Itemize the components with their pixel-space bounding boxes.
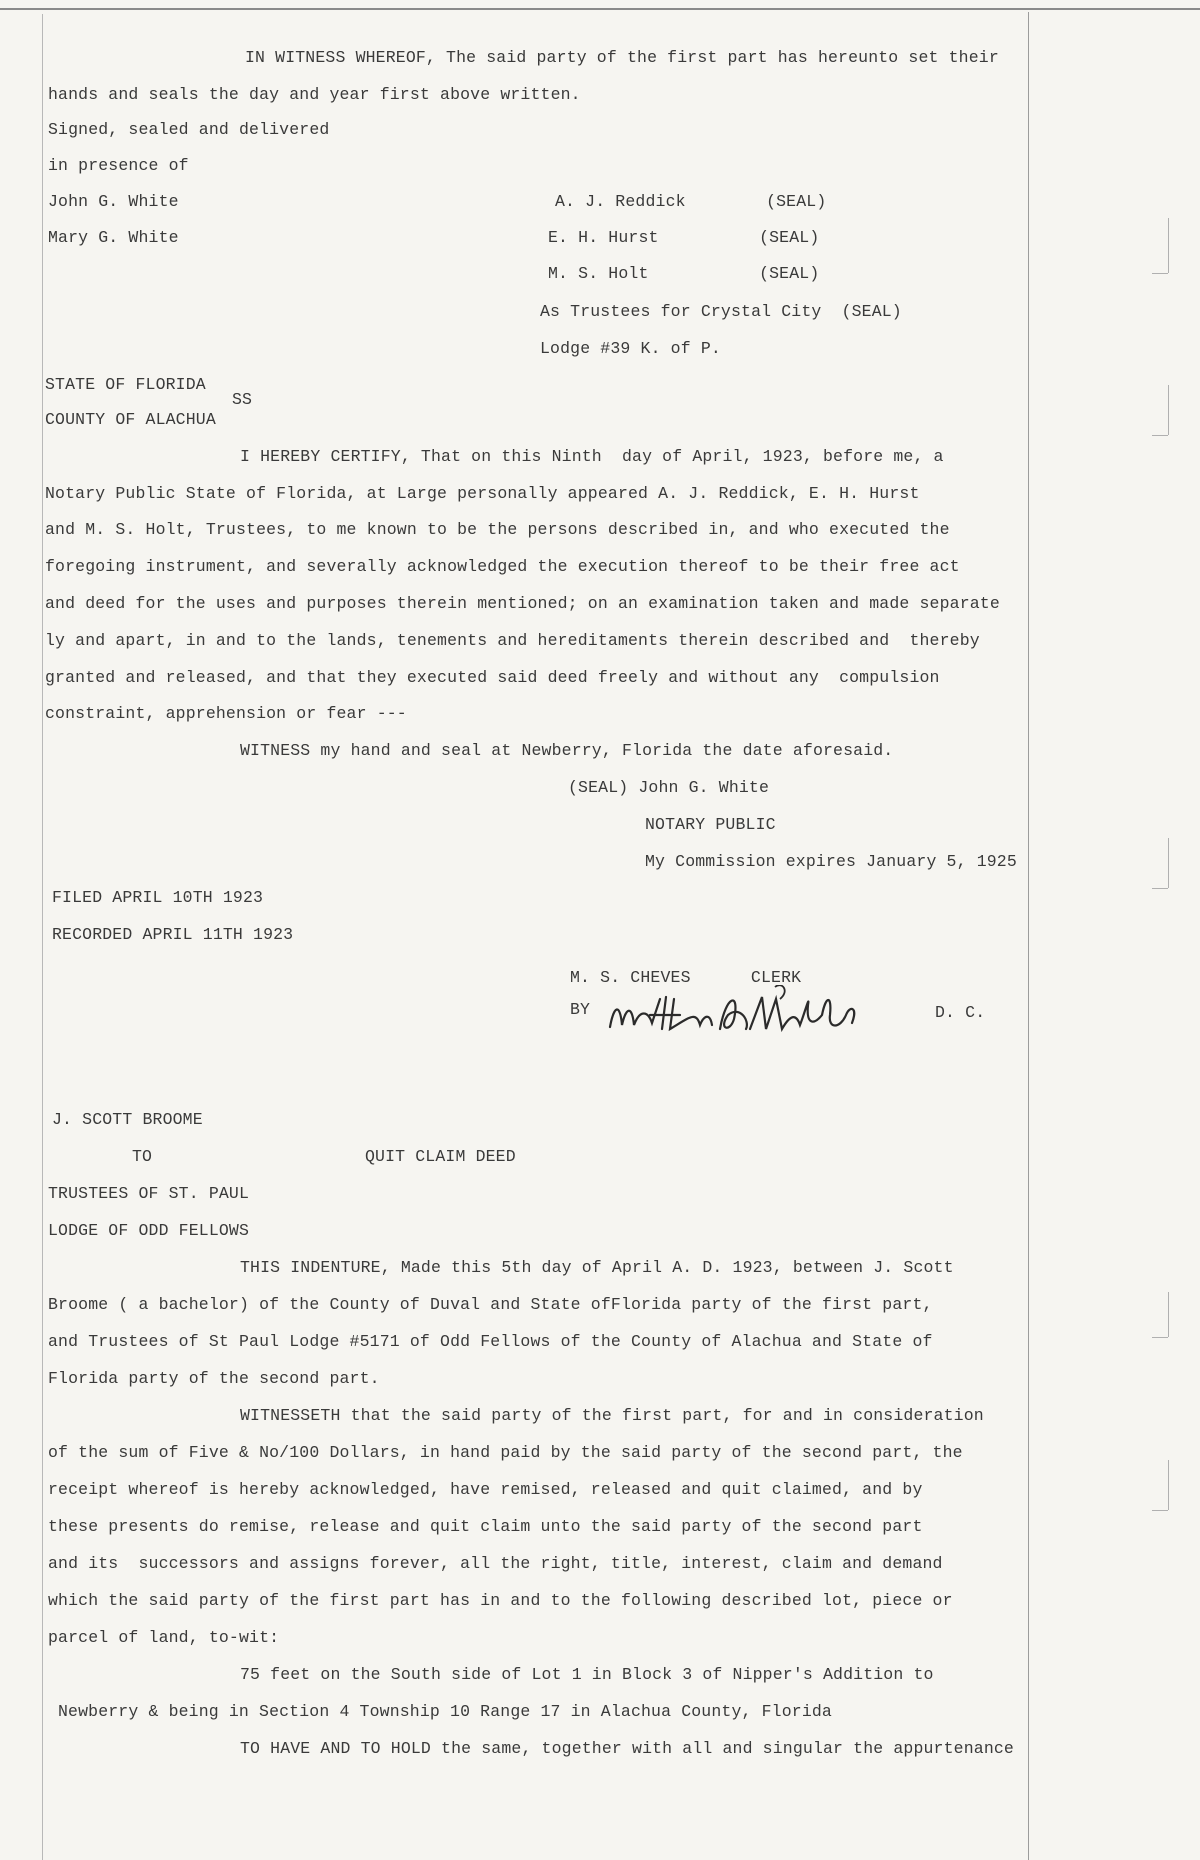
- text-line: hands and seals the day and year first above written.: [48, 85, 581, 104]
- deputy-clerk-label: D. C.: [935, 1003, 986, 1022]
- signatory-line: M. S. Holt (SEAL): [548, 264, 820, 283]
- edge-mark: [1168, 838, 1169, 888]
- grantee-name: TRUSTEES OF ST. PAUL: [48, 1184, 250, 1203]
- edge-mark: [1168, 218, 1169, 273]
- text-line: and Trustees of St Paul Lodge #5171 of Odd Fellows of the County of Alachua and State of: [48, 1332, 933, 1351]
- text-line: granted and released, and that they executed said deed freely and without any compulsion: [45, 668, 940, 687]
- text-line: which the said party of the first part has in and to the following described lot, piece or: [48, 1591, 953, 1610]
- signatory-line: Lodge #39 K. of P.: [540, 339, 721, 358]
- text-line: ly and apart, in and to the lands, tenements and hereditaments therein described and thereby: [45, 631, 980, 650]
- county-heading: COUNTY OF ALACHUA: [45, 410, 216, 429]
- text-line: and its successors and assigns forever, all the right, title, interest, claim and demand: [48, 1554, 943, 1573]
- grantee-name: LODGE OF ODD FELLOWS: [48, 1221, 250, 1240]
- grantor-name: J. SCOTT BROOME: [52, 1110, 203, 1129]
- edge-mark: [1152, 273, 1168, 274]
- to-label: TO: [132, 1147, 153, 1166]
- deed-title: QUIT CLAIM DEED: [365, 1147, 516, 1166]
- text-line: constraint, apprehension or fear ---: [45, 704, 407, 723]
- property-description: 75 feet on the South side of Lot 1 in Block 3 of Nipper's Addition to: [240, 1665, 934, 1684]
- edge-mark: [1168, 1460, 1169, 1510]
- text-line: these presents do remise, release and quit claim unto the said party of the second part: [48, 1517, 923, 1536]
- text-line: receipt whereof is hereby acknowledged, have remised, released and quit claimed, and by: [48, 1480, 923, 1499]
- notary-title: NOTARY PUBLIC: [645, 815, 776, 834]
- top-border-line: [0, 8, 1200, 10]
- text-line: THIS INDENTURE, Made this 5th day of April A. D. 1923, between J. Scott: [240, 1258, 954, 1277]
- state-heading: STATE OF FLORIDA: [45, 375, 206, 394]
- signatory-line: E. H. Hurst (SEAL): [548, 228, 820, 247]
- text-line: of the sum of Five & No/100 Dollars, in hand paid by the said party of the second part, the: [48, 1443, 963, 1462]
- edge-mark: [1152, 1337, 1168, 1338]
- text-line: and M. S. Holt, Trustees, to me known to be the persons described in, and who executed the: [45, 520, 950, 539]
- text-line: foregoing instrument, and severally acknowledged the execution thereof to be their free act: [45, 557, 960, 576]
- signatory-line: As Trustees for Crystal City (SEAL): [540, 302, 902, 321]
- edge-mark: [1152, 435, 1168, 436]
- text-line: Notary Public State of Florida, at Large personally appeared A. J. Reddick, E. H. Hurst: [45, 484, 920, 503]
- signatory-line: A. J. Reddick (SEAL): [555, 192, 827, 211]
- text-line: IN WITNESS WHEREOF, The said party of the first part has hereunto set their: [245, 48, 999, 67]
- edge-mark: [1168, 1292, 1169, 1337]
- text-line: TO HAVE AND TO HOLD the same, together with all and singular the appurtenance: [240, 1739, 1014, 1758]
- right-margin-line: [1028, 12, 1029, 1860]
- handwritten-signature: [600, 985, 870, 1045]
- edge-mark: [1168, 385, 1169, 435]
- filed-date: FILED APRIL 10TH 1923: [52, 888, 264, 907]
- edge-mark: [1152, 1510, 1168, 1511]
- text-line: I HEREBY CERTIFY, That on this Ninth day of April, 1923, before me, a: [240, 447, 944, 466]
- text-line: Signed, sealed and delivered: [48, 120, 330, 139]
- text-line: and deed for the uses and purposes therein mentioned; on an examination taken and made separate: [45, 594, 1000, 613]
- recorded-date: RECORDED APRIL 11TH 1923: [52, 925, 294, 944]
- text-line: in presence of: [48, 156, 189, 175]
- ss-mark: SS: [232, 390, 253, 409]
- witness-name: Mary G. White: [48, 228, 179, 247]
- text-line: parcel of land, to-wit:: [48, 1628, 280, 1647]
- edge-mark: [1152, 888, 1168, 889]
- notary-signature-line: (SEAL) John G. White: [568, 778, 770, 797]
- left-margin-line: [42, 14, 43, 1860]
- text-line: Broome ( a bachelor) of the County of Duval and State ofFlorida party of the first part,: [48, 1295, 933, 1314]
- by-label: BY: [570, 1000, 591, 1019]
- clerk-line: M. S. CHEVES CLERK: [570, 968, 802, 987]
- property-description: Newberry & being in Section 4 Township 10 Range 17 in Alachua County, Florida: [58, 1702, 832, 1721]
- text-line: WITNESS my hand and seal at Newberry, Florida the date aforesaid.: [240, 741, 894, 760]
- witness-name: John G. White: [48, 192, 179, 211]
- commission-expiry: My Commission expires January 5, 1925: [645, 852, 1017, 871]
- text-line: Florida party of the second part.: [48, 1369, 380, 1388]
- text-line: WITNESSETH that the said party of the first part, for and in consideration: [240, 1406, 984, 1425]
